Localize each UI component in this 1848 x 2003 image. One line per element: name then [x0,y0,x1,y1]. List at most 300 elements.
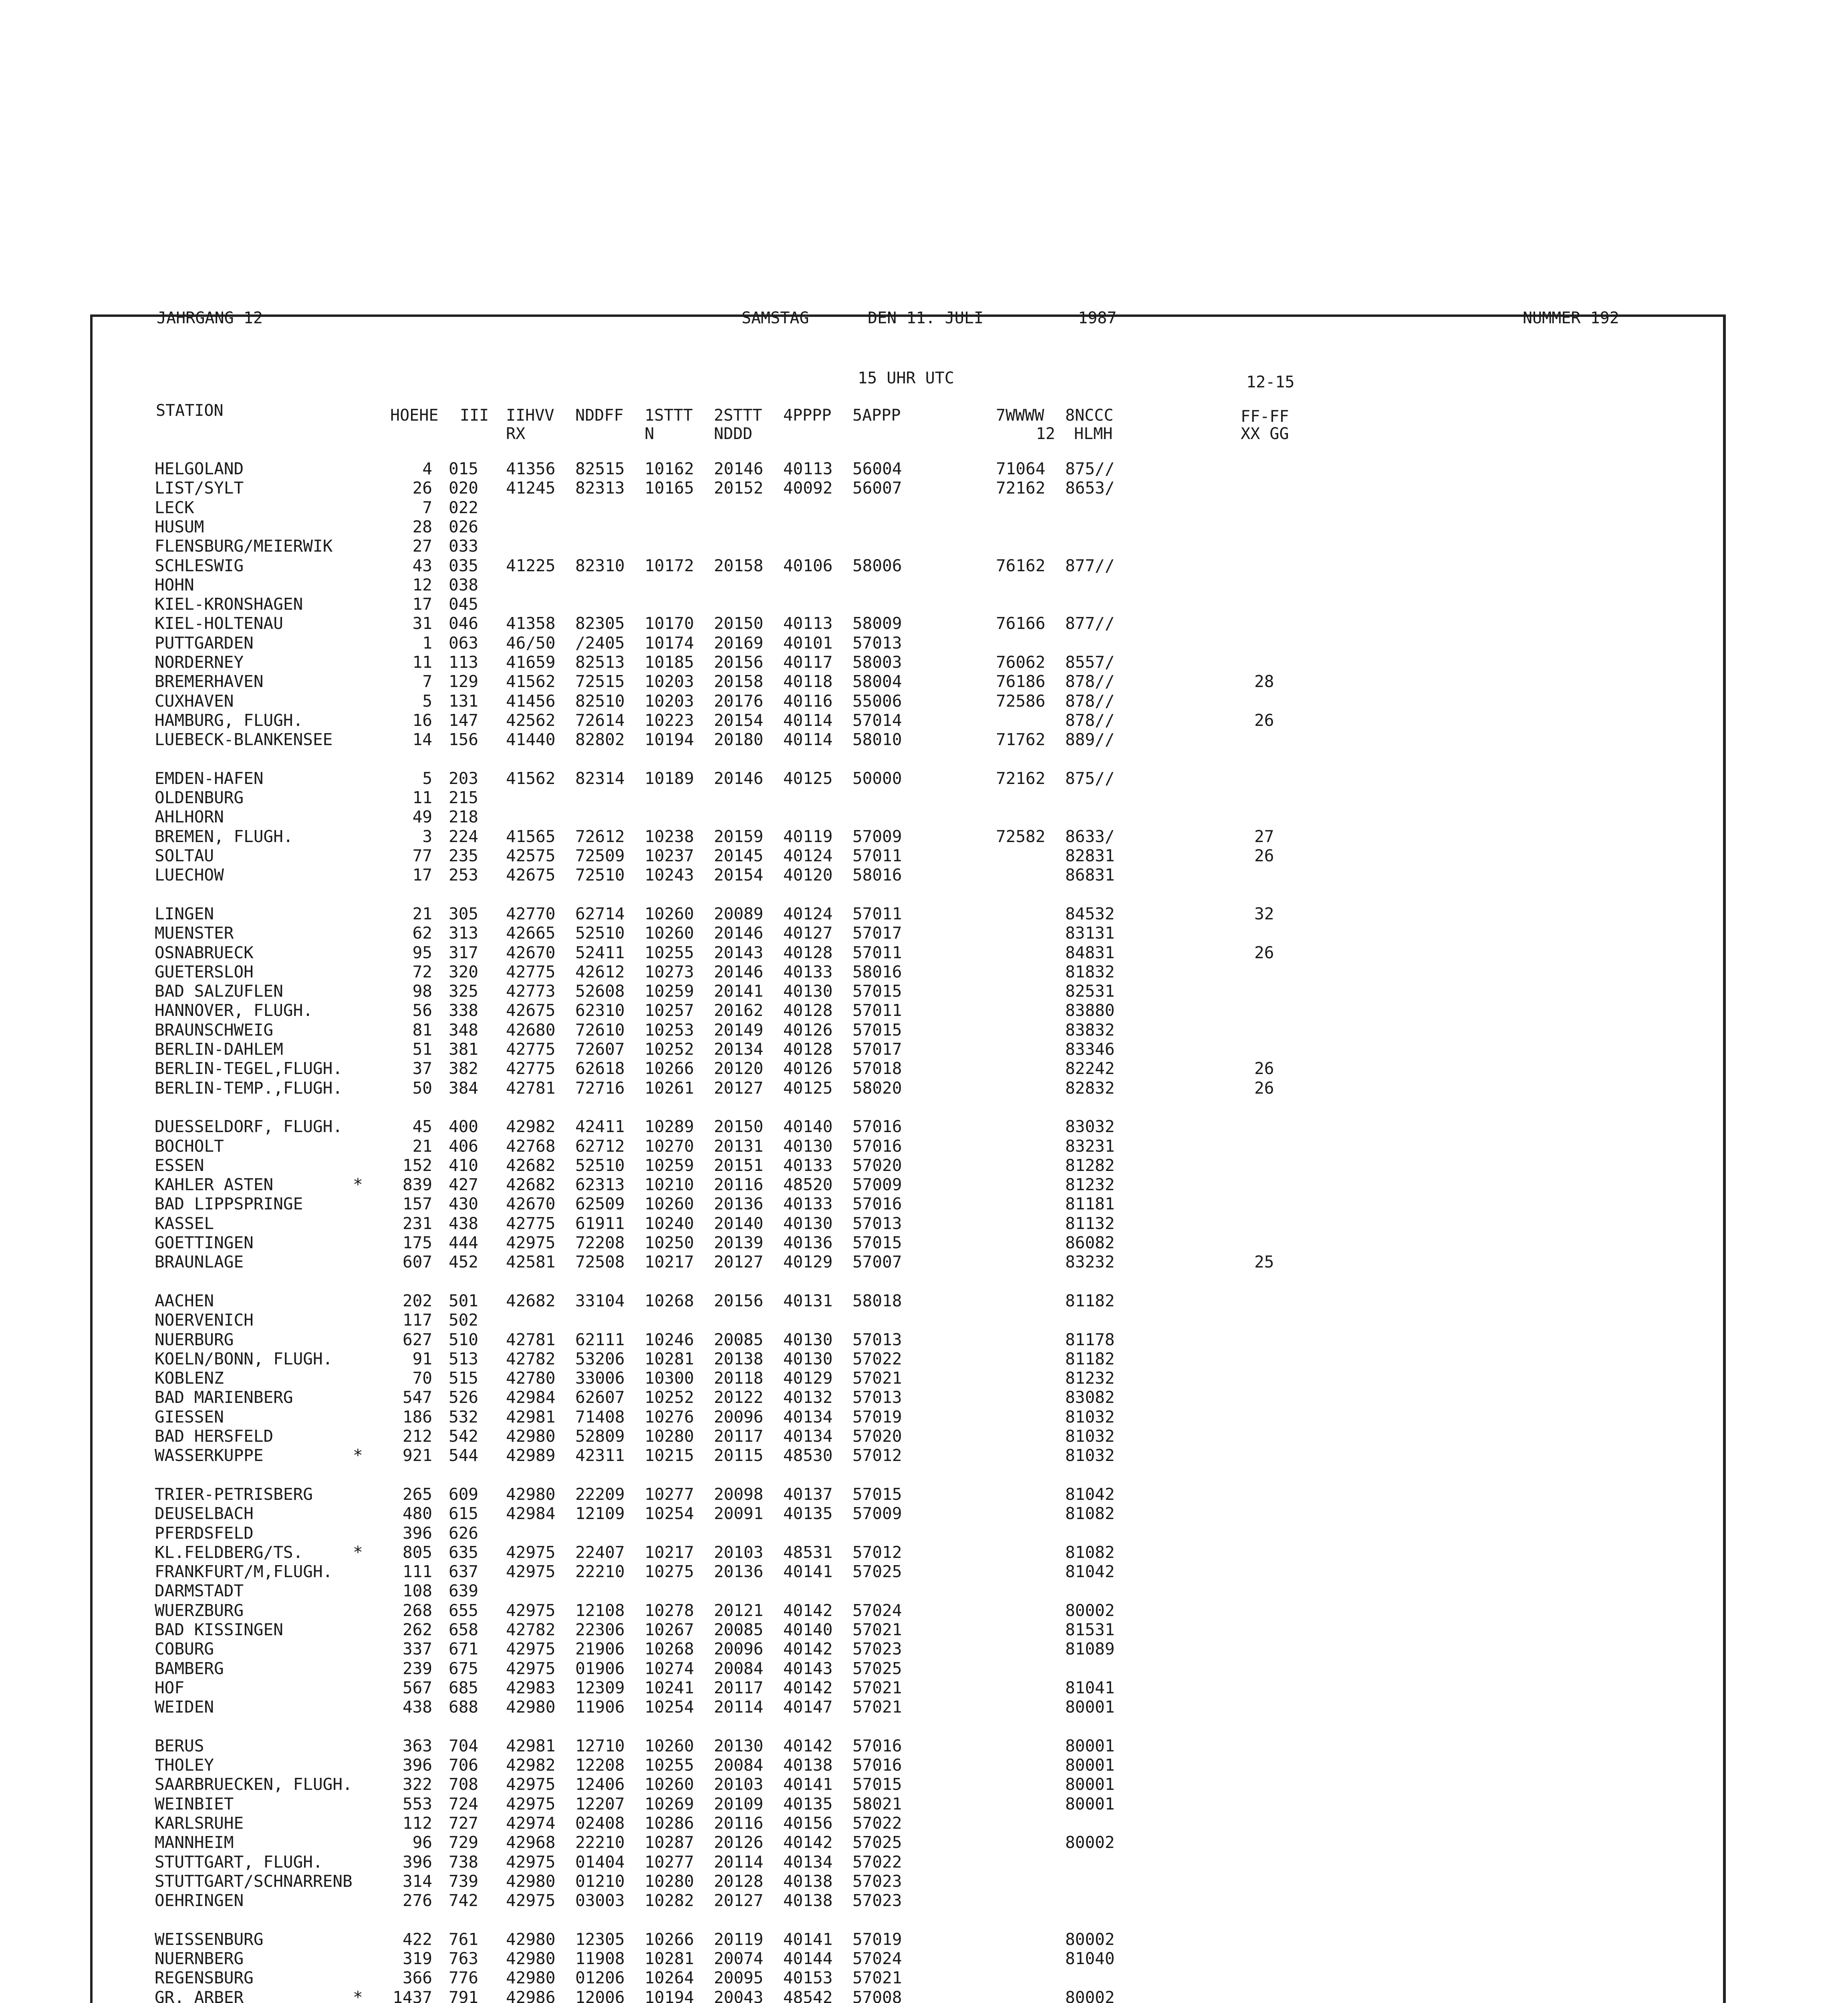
iihvv: 46/50 [506,633,556,653]
sttt2: 20114 [714,1697,764,1717]
nddff: 62111 [575,1330,625,1349]
station-name: KAHLER ASTEN [155,1175,274,1195]
hoehe: 438 [402,1697,432,1717]
nccc8: 81832 [1065,962,1115,981]
table-row [93,1581,1723,1600]
sttt2: 20154 [714,865,764,885]
wwww7: 72586 [996,691,1046,711]
sttt2: 20141 [714,981,764,1001]
sttt2: 20156 [714,653,764,672]
appp5: 57016 [852,1736,902,1755]
wwww7: 72162 [996,768,1046,788]
nddff: 82305 [575,614,625,633]
iii: 526 [448,1388,478,1407]
hoehe: 37 [412,1059,432,1078]
iii: 501 [448,1291,478,1310]
iii: 235 [448,846,478,865]
iihvv: 42981 [506,1407,556,1427]
sttt2: 20095 [714,1968,764,1988]
sttt1: 10217 [645,1252,694,1272]
iii: 045 [448,594,478,614]
nddff: 12309 [575,1678,625,1697]
sttt2: 20159 [714,826,764,846]
nddff: 12108 [575,1600,625,1620]
pppp4: 40126 [783,1059,833,1078]
iihvv: 42983 [506,1678,556,1697]
sttt1: 10287 [645,1833,694,1852]
table-row [93,1059,1723,1078]
hoehe: 366 [402,1968,432,1988]
iii: 320 [448,962,478,981]
nddff: 72612 [575,826,625,846]
iihvv: 41245 [506,478,556,498]
sttt1: 10185 [645,653,694,672]
table-row [93,1833,1723,1852]
nddff: 12710 [575,1736,625,1755]
iihvv: 42986 [506,1987,556,2003]
hoehe: 108 [402,1581,432,1601]
hoehe: 152 [402,1155,432,1175]
nccc8: 80001 [1065,1794,1115,1814]
pppp4: 40142 [783,1600,833,1620]
table-row [93,827,1723,846]
station-name: STUTTGART, FLUGH. [155,1852,323,1872]
appp5: 57016 [852,1194,902,1214]
col-1sttt: 1STTT [645,406,693,425]
table-row [93,1194,1723,1213]
nccc8: 82531 [1065,981,1115,1001]
nddff: 12305 [575,1929,625,1949]
iii: 203 [448,768,478,788]
iihvv: 42770 [506,904,556,923]
appp5: 57022 [852,1349,902,1368]
pppp4: 48542 [783,1987,833,2003]
table-row [93,575,1723,594]
sttt1: 10286 [645,1814,694,1833]
table-row [93,846,1723,865]
hoehe: 5 [422,691,432,711]
pppp4: 48530 [783,1446,833,1465]
iii: 776 [448,1968,478,1988]
table-row [93,865,1723,885]
iii: 035 [448,556,478,575]
nddff: 62712 [575,1136,625,1156]
hoehe: 28 [412,517,432,536]
wwww7: 76162 [996,556,1046,575]
hoehe: 50 [412,1078,432,1098]
pppp4: 48520 [783,1175,833,1195]
sttt1: 10273 [645,962,694,981]
wwww7: 76166 [996,614,1046,633]
iihvv: 42562 [506,710,556,730]
station-name: BAD KISSINGEN [155,1620,283,1639]
iihvv: 41565 [506,826,556,846]
iii: 729 [448,1833,478,1852]
station-name: NOERVENICH [155,1310,254,1330]
station-name: KASSEL [155,1213,214,1233]
table-row [93,1214,1723,1233]
station-name: KIEL-HOLTENAU [155,614,283,633]
nccc8: 80001 [1065,1697,1115,1717]
hoehe: 11 [412,653,432,672]
station-name: COBURG [155,1639,214,1659]
issue-number: NUMMER 192 [1523,309,1619,327]
sttt1: 10260 [645,1775,694,1794]
sttt1: 10260 [645,904,694,923]
appp5: 56007 [852,478,902,498]
pppp4: 40133 [783,962,833,981]
pppp4: 40138 [783,1871,833,1891]
iii: 655 [448,1600,478,1620]
iii: 020 [448,478,478,498]
hoehe: 95 [412,943,432,962]
hoehe: 12 [412,575,432,594]
sttt2: 20126 [714,1833,764,1852]
hoehe: 117 [402,1310,432,1330]
sttt1: 10254 [645,1504,694,1523]
nddff: 22210 [575,1562,625,1582]
sttt1: 10300 [645,1368,694,1388]
station-name: GR. ARBER [155,1987,244,2003]
nddff: 11908 [575,1949,625,1969]
hoehe: 7 [422,498,432,517]
iii: 542 [448,1427,478,1446]
iihvv: 42775 [506,962,556,981]
sttt2: 20127 [714,1078,764,1098]
iii: 739 [448,1871,478,1891]
col-iii: III [460,406,489,425]
nccc8: 81181 [1065,1194,1115,1214]
hoehe: 627 [402,1330,432,1349]
table-row [93,594,1723,614]
table-row [93,1523,1723,1543]
station-name: BAD SALZUFLEN [155,981,283,1001]
sttt2: 20116 [714,1814,764,1833]
table-row [93,1407,1723,1427]
iii: 410 [448,1155,478,1175]
station-name: DUESSELDORF, FLUGH. [155,1117,343,1137]
iihvv: 42670 [506,1194,556,1214]
sttt2: 20156 [714,1291,764,1310]
table-row [93,1504,1723,1523]
col-7wwww: 7WWWW [996,406,1044,425]
nccc8: 83232 [1065,1252,1115,1272]
hoehe: 396 [402,1755,432,1775]
appp5: 57024 [852,1600,902,1620]
sttt1: 10270 [645,1136,694,1156]
iii: 532 [448,1407,478,1427]
sttt2: 20169 [714,633,764,653]
station-name: AACHEN [155,1291,214,1310]
station-name: BOCHOLT [155,1136,224,1156]
iii: 791 [448,1987,478,2003]
iii: 637 [448,1562,478,1582]
hoehe: 56 [412,1001,432,1020]
nddff: 82314 [575,768,625,788]
nccc8: 83032 [1065,1117,1115,1137]
sttt2: 20089 [714,904,764,923]
hoehe: 422 [402,1929,432,1949]
iii: 113 [448,653,478,672]
station-name: WEISSENBURG [155,1929,264,1949]
nccc8: 83880 [1065,1001,1115,1020]
station-name: BERUS [155,1736,204,1755]
sttt1: 10255 [645,1755,694,1775]
nddff: 11906 [575,1697,625,1717]
station-name: BREMERHAVEN [155,672,264,691]
sttt2: 20150 [714,1117,764,1137]
iii: 626 [448,1523,478,1543]
sttt1: 10268 [645,1639,694,1659]
pppp4: 40128 [783,943,833,962]
iihvv: 42581 [506,1252,556,1272]
appp5: 57016 [852,1136,902,1156]
station-name: GUETERSLOH [155,962,254,981]
iihvv: 42980 [506,1697,556,1717]
appp5: 58009 [852,614,902,633]
nddff: 72208 [575,1233,625,1252]
iii: 131 [448,691,478,711]
appp5: 57009 [852,1504,902,1523]
iii: 675 [448,1658,478,1678]
iii: 706 [448,1755,478,1775]
col-2sttt: 2STTT [714,406,762,425]
nddff: 72607 [575,1040,625,1059]
appp5: 57023 [852,1891,902,1910]
iihvv: 42768 [506,1136,556,1156]
station-name: BERLIN-DAHLEM [155,1040,283,1059]
table-row [93,1968,1723,1987]
appp5: 57021 [852,1368,902,1388]
nccc8: 81182 [1065,1349,1115,1368]
table-row [93,517,1723,536]
iii: 510 [448,1330,478,1349]
iii: 452 [448,1252,478,1272]
nccc8: 81032 [1065,1407,1115,1427]
hoehe: 480 [402,1504,432,1523]
station-name: OEHRINGEN [155,1891,244,1910]
pppp4: 40101 [783,633,833,653]
table-row [93,1388,1723,1407]
table-row [93,943,1723,962]
sttt1: 10217 [645,1542,694,1562]
sttt1: 10237 [645,846,694,865]
pppp4: 40127 [783,923,833,943]
appp5: 57020 [852,1155,902,1175]
table-row [93,769,1723,788]
table-row [93,556,1723,575]
iihvv: 42975 [506,1852,556,1872]
pppp4: 40142 [783,1833,833,1852]
hoehe: 212 [402,1427,432,1446]
pppp4: 40113 [783,459,833,478]
station-name: EMDEN-HAFEN [155,768,264,788]
nddff: 82310 [575,556,625,575]
table-row [93,1891,1723,1910]
table-row [93,1620,1723,1639]
sttt2: 20117 [714,1678,764,1697]
nccc8: 82242 [1065,1059,1115,1078]
pppp4: 40134 [783,1852,833,1872]
hoehe: 265 [402,1484,432,1504]
station-name: KARLSRUHE [155,1814,244,1833]
iihvv: 42984 [506,1504,556,1523]
nccc8: 80001 [1065,1755,1115,1775]
hoehe: 5 [422,768,432,788]
iihvv: 42975 [506,1639,556,1659]
nccc8: 83082 [1065,1388,1115,1407]
iii: 015 [448,459,478,478]
nccc8: 80002 [1065,1833,1115,1852]
sttt1: 10257 [645,1001,694,1020]
pppp4: 40128 [783,1001,833,1020]
weekday-label: SAMSTAG [742,309,809,327]
nccc8: 81531 [1065,1620,1115,1639]
hoehe: 607 [402,1252,432,1272]
hoehe: 17 [412,865,432,885]
iihvv: 42670 [506,943,556,962]
nddff: 12006 [575,1987,625,2003]
hoehe: 1 [422,633,432,653]
table-row [93,807,1723,826]
sttt1: 10194 [645,730,694,750]
appp5: 57009 [852,1175,902,1195]
iihvv: 42975 [506,1233,556,1252]
hoehe: 26 [412,478,432,498]
table-row [93,1078,1723,1098]
sttt2: 20131 [714,1136,764,1156]
iihvv: 42665 [506,923,556,943]
nccc8: 8653/ [1065,478,1115,498]
jahrgang-label: JAHRGANG 12 [157,309,263,327]
sttt1: 10282 [645,1891,694,1910]
iii: 763 [448,1949,478,1969]
nddff: /2405 [575,633,625,653]
sttt2: 20143 [714,943,764,962]
nddff: 02408 [575,1814,625,1833]
sttt1: 10243 [645,865,694,885]
sttt2: 20091 [714,1504,764,1523]
nddff: 22407 [575,1542,625,1562]
iihvv: 42980 [506,1427,556,1446]
nccc8: 84532 [1065,904,1115,923]
pppp4: 48531 [783,1542,833,1562]
hoehe: 21 [412,1136,432,1156]
ffff: 26 [1254,1059,1274,1078]
nccc8: 81132 [1065,1213,1115,1233]
hoehe: 49 [412,807,432,827]
iihvv: 42575 [506,846,556,865]
sttt2: 20158 [714,672,764,691]
hoehe: 17 [412,594,432,614]
sttt1: 10278 [645,1600,694,1620]
pppp4: 40147 [783,1697,833,1717]
nddff: 52411 [575,943,625,962]
sttt2: 20127 [714,1252,764,1272]
hoehe: 239 [402,1658,432,1678]
table-row [93,1659,1723,1678]
table-row [93,1678,1723,1697]
hoehe: 547 [402,1388,432,1407]
nccc8: 81232 [1065,1368,1115,1388]
wwww7: 76186 [996,672,1046,691]
iii: 317 [448,943,478,962]
iii: 338 [448,1001,478,1020]
nccc8: 82832 [1065,1078,1115,1098]
nccc8: 86082 [1065,1233,1115,1252]
nccc8: 81040 [1065,1949,1115,1969]
appp5: 57013 [852,633,902,653]
station-name: WEIDEN [155,1697,214,1717]
pppp4: 40128 [783,1040,833,1059]
hoehe: 3 [422,826,432,846]
appp5: 57009 [852,826,902,846]
pppp4: 40156 [783,1814,833,1833]
iii: 639 [448,1581,478,1601]
sttt1: 10210 [645,1175,694,1195]
hoehe: 553 [402,1794,432,1814]
station-name: MANNHEIM [155,1833,234,1852]
station-name: SAARBRUECKEN, FLUGH. [155,1775,353,1794]
sttt1: 10254 [645,1697,694,1717]
iihvv: 41225 [506,556,556,575]
hoehe: 31 [412,614,432,633]
nccc8: 8557/ [1065,653,1115,672]
appp5: 50000 [852,768,902,788]
appp5: 57015 [852,1775,902,1794]
station-name: OLDENBURG [155,788,244,808]
nddff: 72509 [575,846,625,865]
sttt2: 20138 [714,1349,764,1368]
nccc8: 82831 [1065,846,1115,865]
nccc8: 81041 [1065,1678,1115,1697]
nddff: 22306 [575,1620,625,1639]
pppp4: 40134 [783,1407,833,1427]
appp5: 57011 [852,1001,902,1020]
table-row [93,1001,1723,1020]
sttt2: 20043 [714,1987,764,2003]
appp5: 57017 [852,923,902,943]
iihvv: 42982 [506,1755,556,1775]
sttt2: 20140 [714,1213,764,1233]
col-iihvv-sub: RX [506,425,526,443]
nddff: 62618 [575,1059,625,1078]
mountain-mark: * [353,1175,363,1195]
hoehe: 7 [422,672,432,691]
table-row [93,1930,1723,1949]
sttt1: 10266 [645,1059,694,1078]
iii: 026 [448,517,478,536]
table-row [93,459,1723,478]
appp5: 57011 [852,846,902,865]
sttt2: 20085 [714,1620,764,1639]
nddff: 82513 [575,653,625,672]
nccc8: 84831 [1065,943,1115,962]
table-row [93,653,1723,672]
table-row [93,1543,1723,1562]
iihvv: 42980 [506,1484,556,1504]
pppp4: 40124 [783,904,833,923]
table-row [93,1814,1723,1833]
station-name: WASSERKUPPE [155,1446,264,1465]
appp5: 57019 [852,1929,902,1949]
pppp4: 40137 [783,1484,833,1504]
appp5: 57013 [852,1213,902,1233]
sttt2: 20151 [714,1155,764,1175]
sttt1: 10174 [645,633,694,653]
iii: 444 [448,1233,478,1252]
hoehe: 21 [412,904,432,923]
